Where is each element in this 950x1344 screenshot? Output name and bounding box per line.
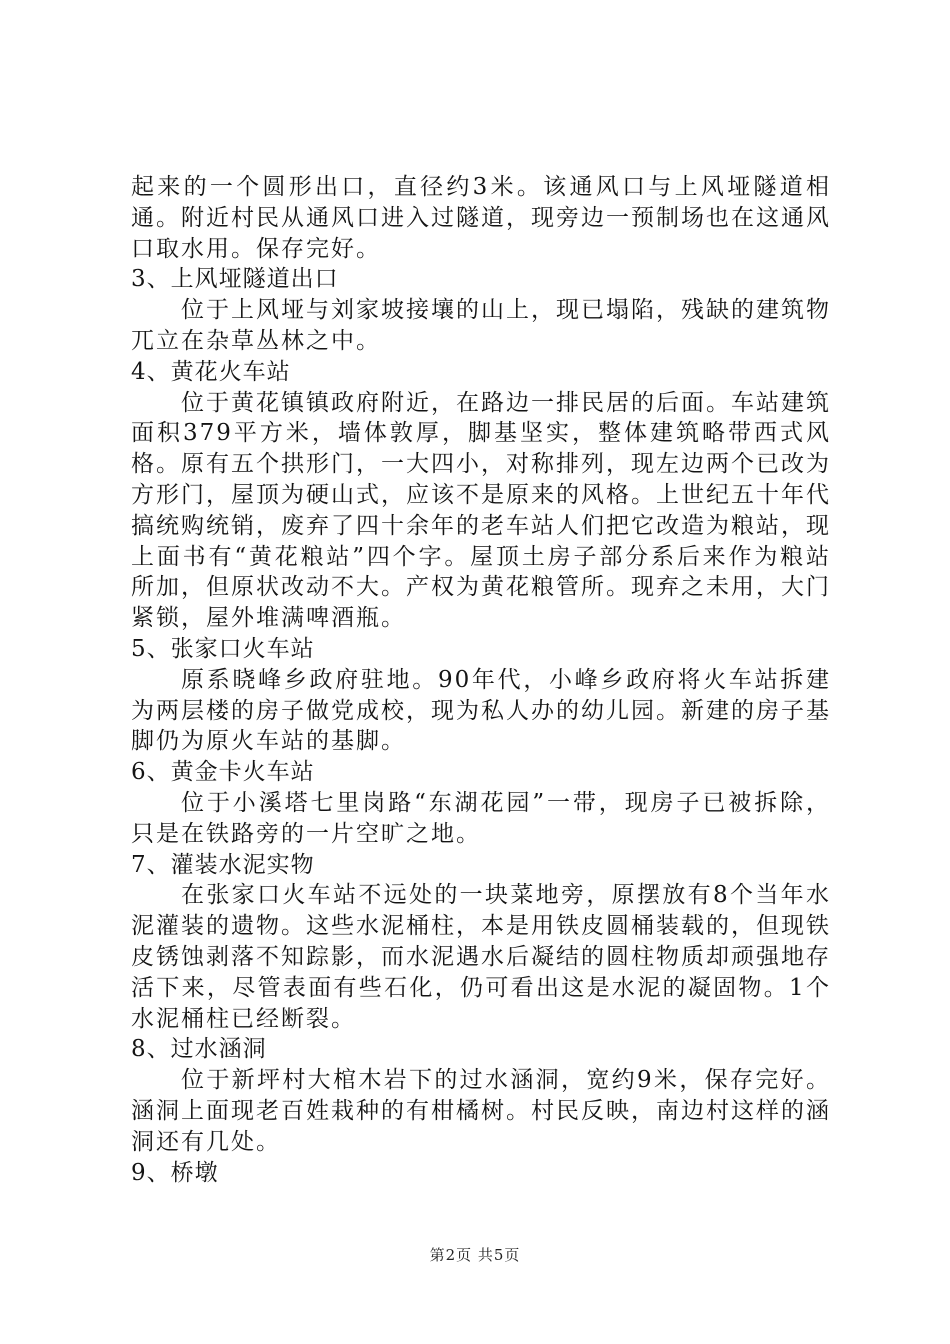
section-heading-3: 3、上风垭隧道出口 [131,266,339,293]
paragraph-8: 位于新坪村大棺木岩下的过水涵洞，宽约9米，保存完好。涵洞上面现老百姓栽种的有柑橘树。村民反映，南边村这样的涵洞还有几处。 [131,1067,831,1155]
paragraph-6: 位于小溪塔七里岗路“东湖花园”一带，现房子已被拆除，只是在铁路旁的一片空旷之地。 [131,789,831,847]
section-heading-5: 5、张家口火车站 [131,635,315,662]
section-heading-9: 9、桥墩 [131,1159,219,1186]
paragraph-4: 位于黄花镇镇政府附近，在路边一排民居的后面。车站建筑面积379平方米，墙体敦厚，脚基坚实，整体建筑略带西式风格。原有五个拱形门，一大四小，对称排列，现左边两个已改为方形门，屋顶为硬山式，应该不是原来的风格。上世纪五十年代搞统购统销，废弃了四十余年的老车站人们把它改造为粮站，现上面书有“黄花粮站”四个字。屋顶土房子部分系后来作为粮站所加，但原状改动不大。产权为黄花粮管所。现弃之未用，大门紧锁，屋外堆满啤酒瓶。 [131,389,831,632]
page-number-footer: 第2页 共5页 [429,1246,521,1264]
document-body [131,172,831,1188]
paragraph-3: 位于上风垭与刘家坡接壤的山上，现已塌陷，残缺的建筑物兀立在杂草丛林之中。 [131,297,831,354]
paragraph-continued: 起来的一个圆形出口，直径约3米。该通风口与上风垭隧道相通。附近村民从通风口进入过隧道，现旁边一预制场也在这通风口取水用。保存完好。 [131,174,831,262]
paragraph-5: 原系晓峰乡政府驻地。90年代，小峰乡政府将火车站拆建为两层楼的房子做党成校，现为私人办的幼儿园。新建的房子基脚仍为原火车站的基脚。 [131,666,831,755]
paragraph-7: 在张家口火车站不远处的一块菜地旁，原摆放有8个当年水泥灌装的遗物。这些水泥桶柱，本是用铁皮圆桶装载的，但现铁皮锈蚀剥落不知踪影，而水泥遇水后凝结的圆柱物质却顽强地存活下来，尽管表面有些石化，仍可看出这是水泥的凝固物。1个水泥桶柱已经断裂。 [131,882,831,1032]
section-heading-7: 7、灌装水泥实物 [131,851,315,878]
section-heading-4: 4、黄花火车站 [131,358,291,385]
section-heading-6: 6、黄金卡火车站 [131,759,315,786]
section-heading-8: 8、过水涵洞 [131,1036,267,1063]
